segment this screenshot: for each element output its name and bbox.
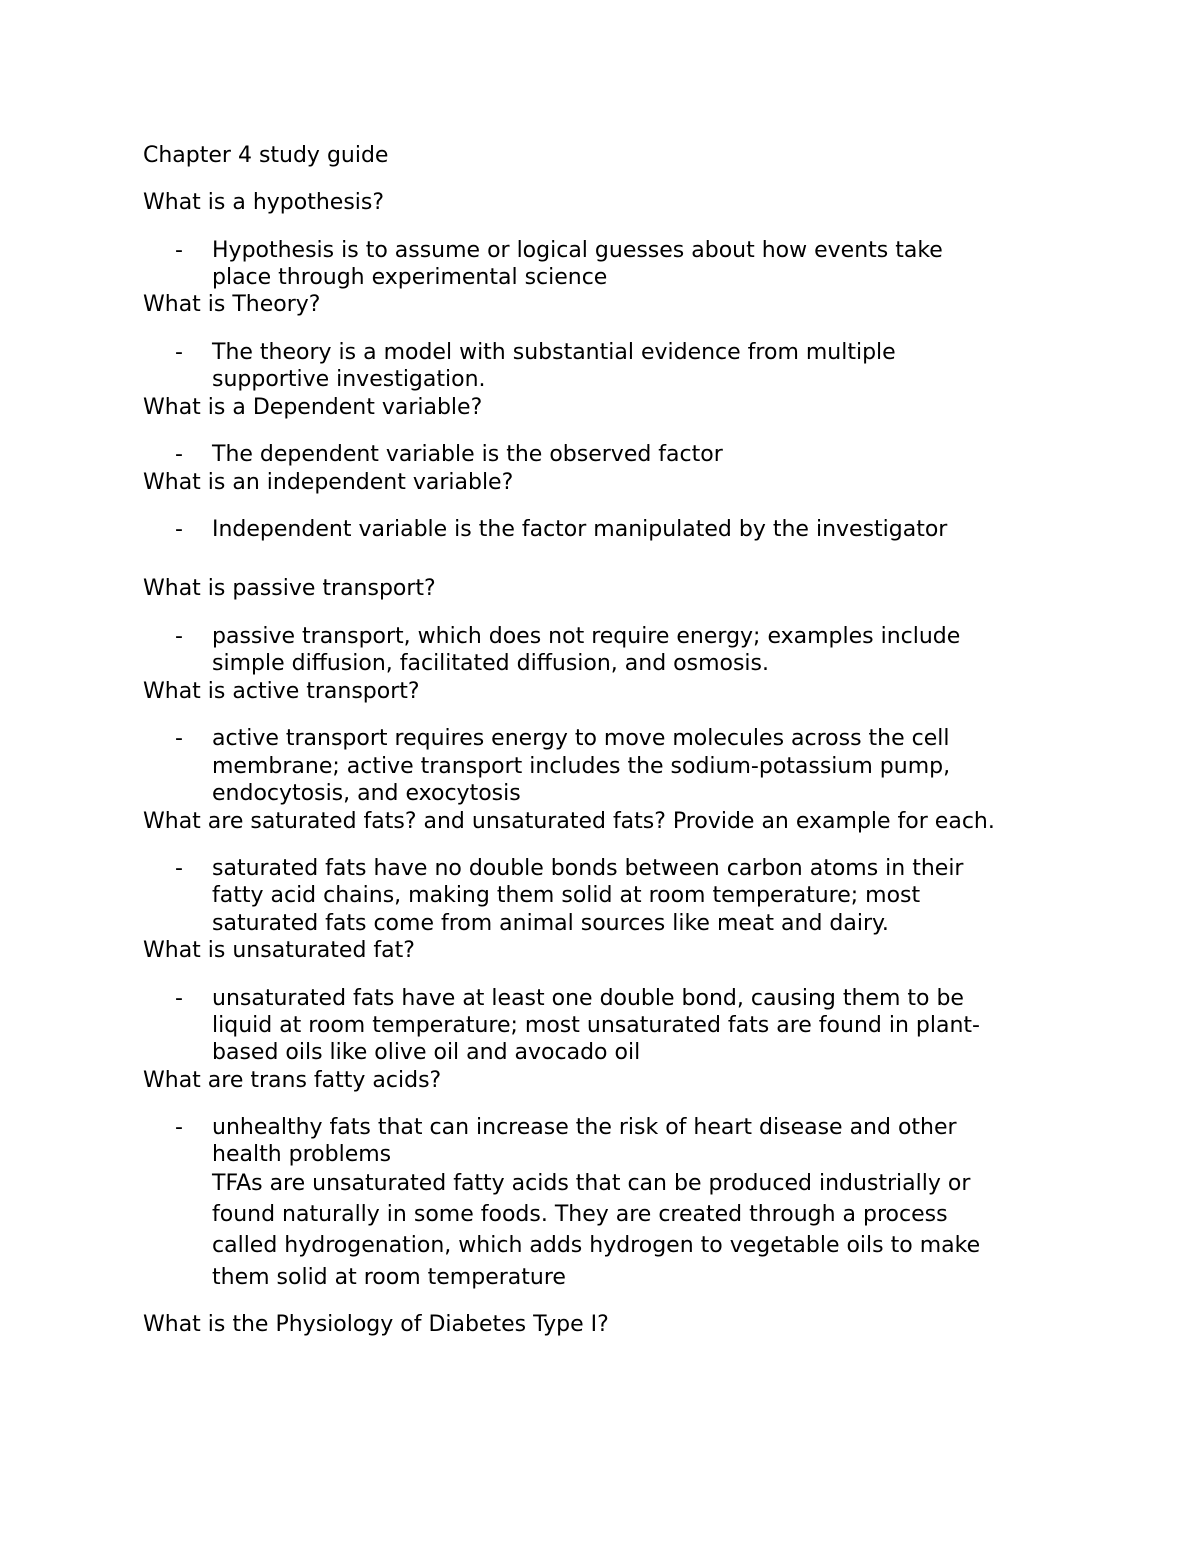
answer-line: place through experimental science xyxy=(212,265,608,290)
answer-line: simple diffusion, facilitated diffusion, and osmosis. xyxy=(212,651,770,676)
question-active-transport: What is active transport? xyxy=(143,679,420,704)
answer-line: health problems xyxy=(212,1142,392,1167)
answer-line: Hypothesis is to assume or logical guesses about how events take xyxy=(212,238,943,263)
answer-line: Independent variable is the factor manipulated by the investigator xyxy=(212,517,948,542)
bullet-dash: - xyxy=(175,1115,183,1140)
answer-line: them solid at room temperature xyxy=(212,1265,566,1290)
answer-line: supportive investigation. xyxy=(212,367,486,392)
answer-line: saturated fats have no double bonds between carbon atoms in their xyxy=(212,856,964,881)
answer-line: fatty acid chains, making them solid at room temperature; most xyxy=(212,883,921,908)
question-trans-fatty-acids: What are trans fatty acids? xyxy=(143,1068,442,1093)
answer-line: found naturally in some foods. They are created through a process xyxy=(212,1202,948,1227)
bullet-dash: - xyxy=(175,238,183,263)
answer-line: unhealthy fats that can increase the risk of heart disease and other xyxy=(212,1115,957,1140)
question-saturated-fats: What are saturated fats? and unsaturated fats? Provide an example for each. xyxy=(143,809,995,834)
bullet-dash: - xyxy=(175,517,183,542)
question-dependent-variable: What is a Dependent variable? xyxy=(143,395,483,420)
answer-line: saturated fats come from animal sources like meat and dairy. xyxy=(212,911,889,936)
answer-line: membrane; active transport includes the sodium-potassium pump, xyxy=(212,754,951,779)
answer-line: unsaturated fats have at least one double bond, causing them to be xyxy=(212,986,964,1011)
question-theory: What is Theory? xyxy=(143,292,321,317)
answer-line: passive transport, which does not require energy; examples include xyxy=(212,624,961,649)
answer-line: called hydrogenation, which adds hydrogen to vegetable oils to make xyxy=(212,1233,981,1258)
bullet-dash: - xyxy=(175,726,183,751)
answer-line: active transport requires energy to move molecules across the cell xyxy=(212,726,950,751)
answer-line: The theory is a model with substantial evidence from multiple xyxy=(212,340,896,365)
question-diabetes-type-1: What is the Physiology of Diabetes Type I? xyxy=(143,1312,609,1337)
question-passive-transport: What is passive transport? xyxy=(143,576,436,601)
answer-line: The dependent variable is the observed factor xyxy=(212,442,723,467)
answer-line: endocytosis, and exocytosis xyxy=(212,781,521,806)
answer-line: liquid at room temperature; most unsaturated fats are found in plant- xyxy=(212,1013,980,1038)
bullet-dash: - xyxy=(175,340,183,365)
question-hypothesis: What is a hypothesis? xyxy=(143,190,385,215)
bullet-dash: - xyxy=(175,624,183,649)
bullet-dash: - xyxy=(175,442,183,467)
document-title: Chapter 4 study guide xyxy=(143,143,389,168)
bullet-dash: - xyxy=(175,856,183,881)
answer-line: based oils like olive oil and avocado oil xyxy=(212,1040,641,1065)
question-unsaturated-fat: What is unsaturated fat? xyxy=(143,938,415,963)
bullet-dash: - xyxy=(175,986,183,1011)
answer-line: TFAs are unsaturated fatty acids that can be produced industrially or xyxy=(212,1171,971,1196)
question-independent-variable: What is an independent variable? xyxy=(143,470,514,495)
